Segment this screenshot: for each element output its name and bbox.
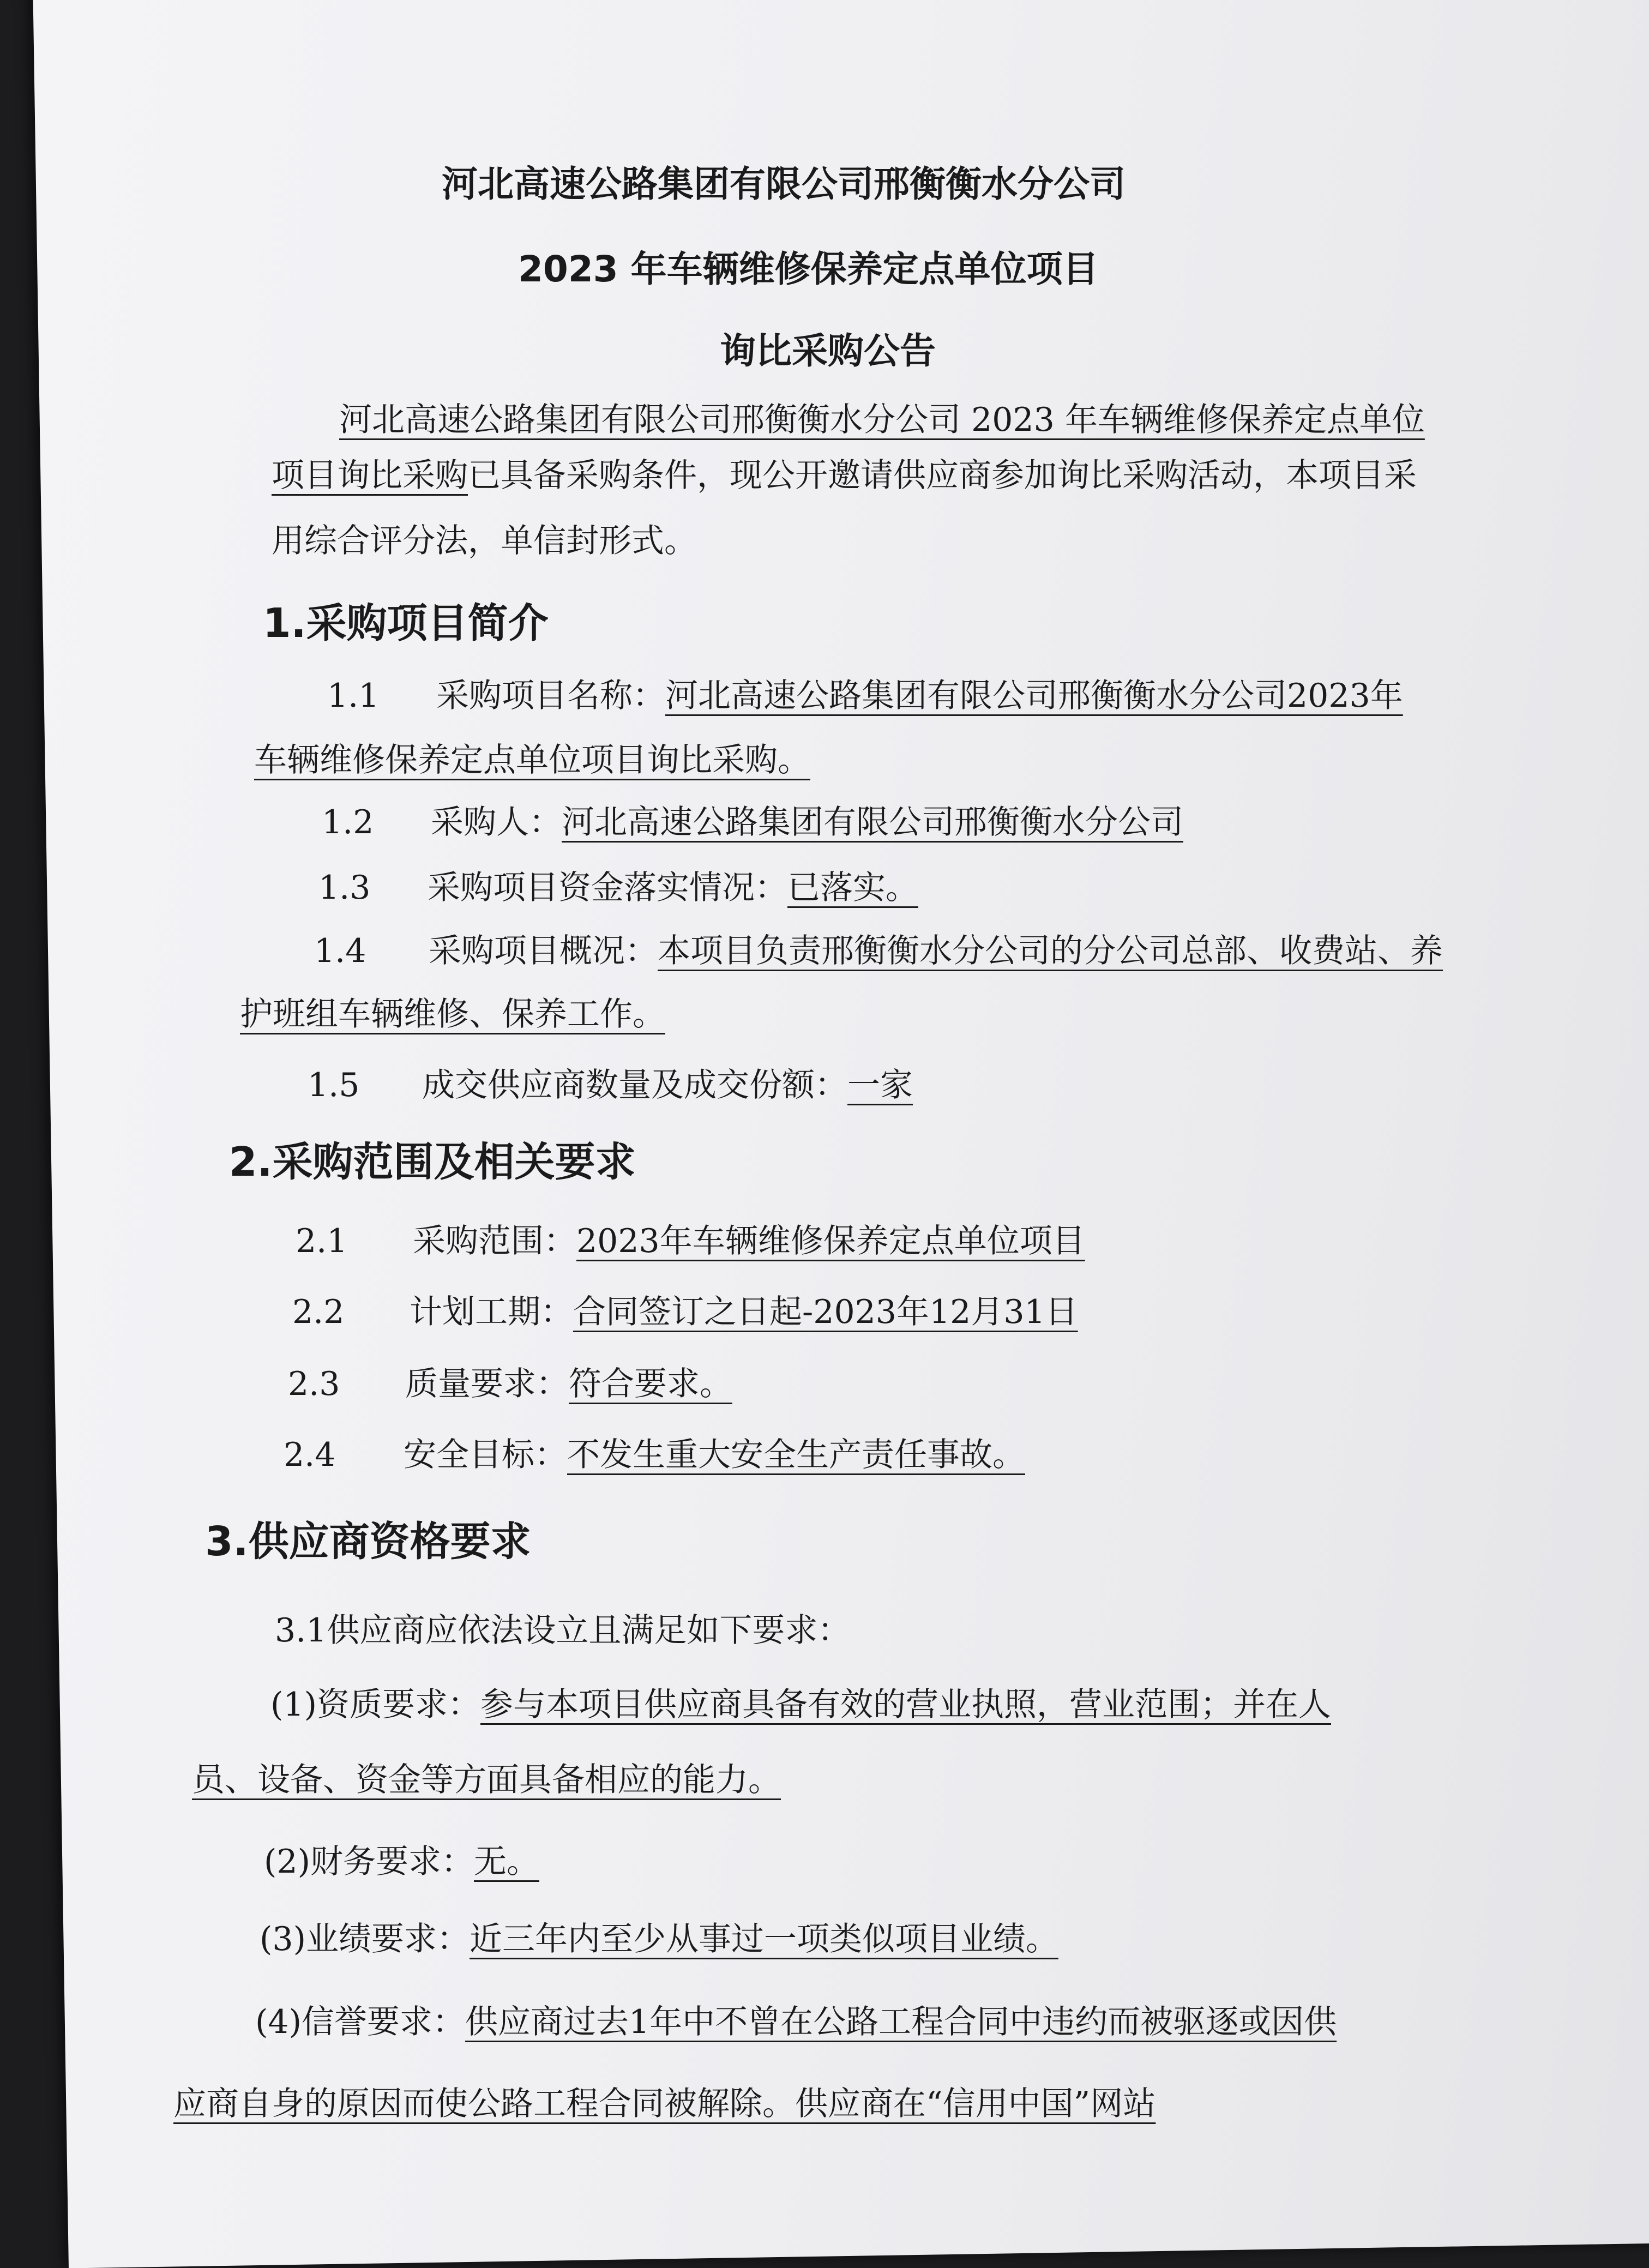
intro-line-1: 河北高速公路集团有限公司邢衡衡水分公司 2023 年车辆维修保养定点单位 bbox=[339, 401, 1425, 439]
item-1-4-value: 本项目负责邢衡衡水分公司的分公司总部、收费站、养 bbox=[658, 932, 1443, 970]
section-1-heading: 1.采购项目简介 bbox=[263, 600, 549, 647]
item-2-1-value: 2023年车辆维修保养定点单位项目 bbox=[576, 1222, 1085, 1260]
req-2-value: 无。 bbox=[474, 1843, 539, 1881]
item-1-5: 1.5 成交供应商数量及成交份额：一家 bbox=[308, 1066, 913, 1104]
item-2-2-value: 合同签订之日起-2023年12月31日 bbox=[573, 1293, 1078, 1331]
item-1-5-value: 一家 bbox=[847, 1066, 913, 1104]
item-1-2-value: 河北高速公路集团有限公司邢衡衡水分公司 bbox=[562, 803, 1183, 841]
item-1-3-value: 已落实。 bbox=[787, 869, 918, 907]
req-1-value-cont: 员、设备、资金等方面具备相应的能力。 bbox=[192, 1761, 781, 1799]
intro-line-3: 用综合评分法，单信封形式。 bbox=[272, 522, 697, 560]
req-4: (4)信誉要求：供应商过去1年中不曾在公路工程合同中违约而被驱逐或因供 bbox=[255, 2003, 1337, 2041]
req-2: (2)财务要求：无。 bbox=[264, 1843, 539, 1881]
title-line-1: 河北高速公路集团有限公司邢衡衡水分公司 bbox=[442, 163, 1126, 205]
req-4-value-cont: 应商自身的原因而使公路工程合同被解除。供应商在“信用中国”网站 bbox=[173, 2085, 1156, 2123]
item-1-2: 1.2 采购人：河北高速公路集团有限公司邢衡衡水分公司 bbox=[322, 803, 1183, 841]
item-2-1: 2.1 采购范围：2023年车辆维修保养定点单位项目 bbox=[296, 1222, 1085, 1260]
intro-line-2-underlined: 项目询比采购 bbox=[272, 456, 468, 495]
item-2-2: 2.2 计划工期：合同签订之日起-2023年12月31日 bbox=[292, 1293, 1078, 1331]
item-2-4-value: 不发生重大安全生产责任事故。 bbox=[567, 1436, 1025, 1474]
item-1-1-value-cont: 车辆维修保养定点单位项目询比采购。 bbox=[254, 741, 810, 779]
item-1-1-value: 河北高速公路集团有限公司邢衡衡水分公司2023年 bbox=[665, 677, 1403, 715]
req-3: (3)业绩要求：近三年内至少从事过一项类似项目业绩。 bbox=[260, 1920, 1058, 1958]
item-1-4-value-cont: 护班组车辆维修、保养工作。 bbox=[240, 995, 665, 1033]
intro-line-2 bbox=[272, 449, 1417, 496]
item-3-1: 3.1供应商应依法设立且满足如下要求： bbox=[275, 1611, 851, 1650]
item-1-1: 1.1 采购项目名称：河北高速公路集团有限公司邢衡衡水分公司2023年 bbox=[327, 677, 1403, 715]
item-2-3: 2.3 质量要求：符合要求。 bbox=[288, 1365, 732, 1403]
section-3-heading: 3.供应商资格要求 bbox=[205, 1518, 531, 1565]
section-2-heading: 2.采购范围及相关要求 bbox=[229, 1139, 636, 1186]
req-4-value: 供应商过去1年中不曾在公路工程合同中违约而被驱逐或因供 bbox=[465, 2003, 1337, 2041]
title-line-3: 询比采购公告 bbox=[720, 330, 936, 372]
item-1-4: 1.4 采购项目概况：本项目负责邢衡衡水分公司的分公司总部、收费站、养 bbox=[314, 932, 1443, 970]
item-1-3: 1.3 采购项目资金落实情况：已落实。 bbox=[318, 869, 918, 907]
intro-line-2-rest: 已具备采购条件，现公开邀请供应商参加询比采购活动，本项目采 bbox=[468, 456, 1417, 495]
item-2-3-value: 符合要求。 bbox=[569, 1365, 732, 1403]
req-3-value: 近三年内至少从事过一项类似项目业绩。 bbox=[470, 1920, 1058, 1958]
req-1-value: 参与本项目供应商具备有效的营业执照，营业范围；并在人 bbox=[480, 1686, 1331, 1724]
title-line-2: 2023 年车辆维修保养定点单位项目 bbox=[518, 248, 1099, 290]
item-2-4: 2.4 安全目标：不发生重大安全生产责任事故。 bbox=[284, 1436, 1025, 1474]
req-1: (1)资质要求：参与本项目供应商具备有效的营业执照，营业范围；并在人 bbox=[270, 1686, 1331, 1724]
